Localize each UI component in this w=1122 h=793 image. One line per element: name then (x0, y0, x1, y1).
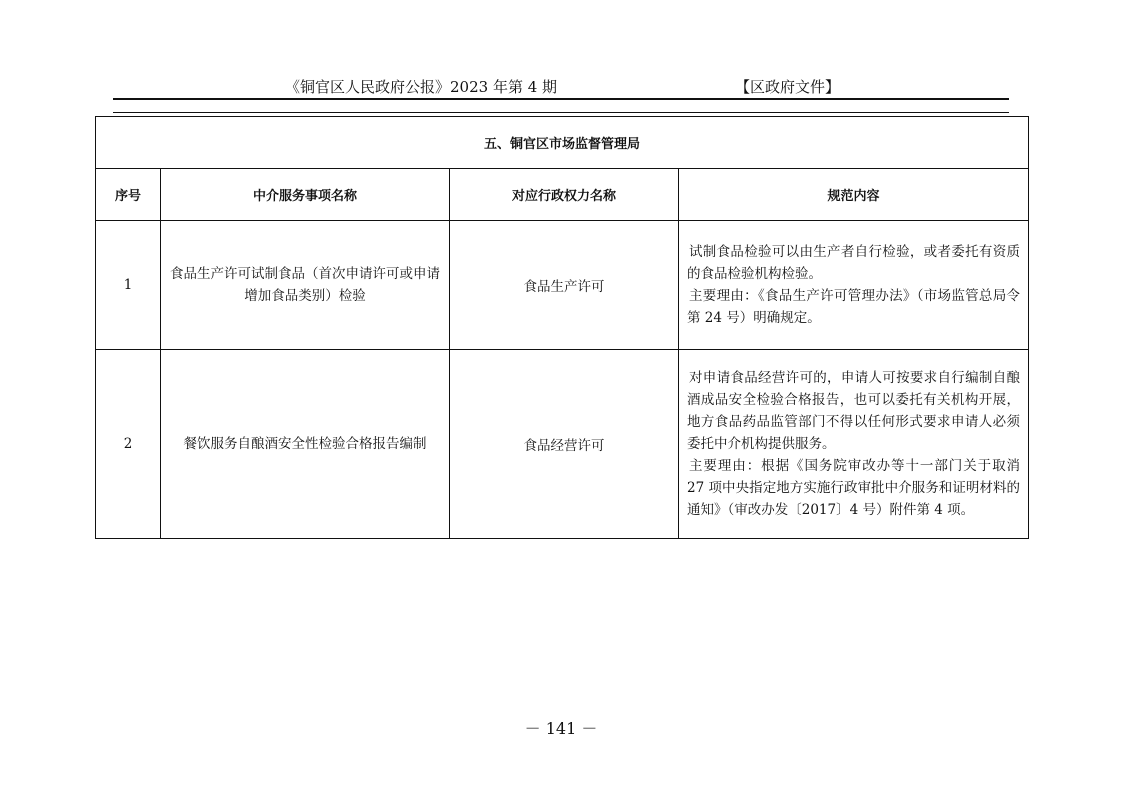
table-row (96, 350, 1029, 539)
service-name: 食品生产许可试制食品（首次申请许可或申请增加食品类别）检验 (161, 221, 450, 350)
bulletin-title: 《铜官区人民政府公报》2023 年第 4 期 (285, 78, 558, 96)
table-header-row (96, 169, 1029, 221)
power-name: 食品经营许可 (450, 350, 679, 539)
header-rule-thick (113, 98, 1009, 100)
table-title: 五、铜官区市场监督管理局 (96, 117, 1029, 169)
intermediary-services-table (95, 116, 1029, 539)
regulation-content (679, 221, 1029, 350)
content-reason: 主要理由：《食品生产许可管理办法》（市场监管总局令第 24 号）明确规定。 (687, 288, 1021, 326)
table-row (96, 221, 1029, 350)
header-rule-thin (113, 112, 1009, 113)
column-header-name: 中介服务事项名称 (161, 169, 450, 221)
page-header (113, 76, 1009, 98)
table-title-row (96, 117, 1029, 169)
regulation-content (679, 350, 1029, 539)
column-header-no: 序号 (96, 169, 161, 221)
column-header-content: 规范内容 (679, 169, 1029, 221)
content-paragraph: 对申请食品经营许可的，申请人可按要求自行编制自酿酒成品安全检验合格报告，也可以委托有关机构开展，地方食品药品监管部门不得以任何形式要求申请人必须委托中介机构提供服务。 (687, 370, 1021, 452)
service-name: 餐饮服务自酿酒安全性检验合格报告编制 (161, 350, 450, 539)
section-label: 【区政府文件】 (735, 78, 841, 96)
row-number: 1 (96, 221, 161, 350)
power-name: 食品生产许可 (450, 221, 679, 350)
content-reason: 主要理由：根据《国务院审改办等十一部门关于取消 27 项中央指定地方实施行政审批中介服务和证明材料的通知》（审改办发〔2017〕4 号）附件第 4 项。 (687, 458, 1021, 518)
page-number: － 141 － (524, 719, 598, 738)
column-header-power: 对应行政权力名称 (450, 169, 679, 221)
row-number: 2 (96, 350, 161, 539)
content-paragraph: 试制食品检验可以由生产者自行检验，或者委托有资质的食品检验机构检验。 (687, 244, 1021, 282)
